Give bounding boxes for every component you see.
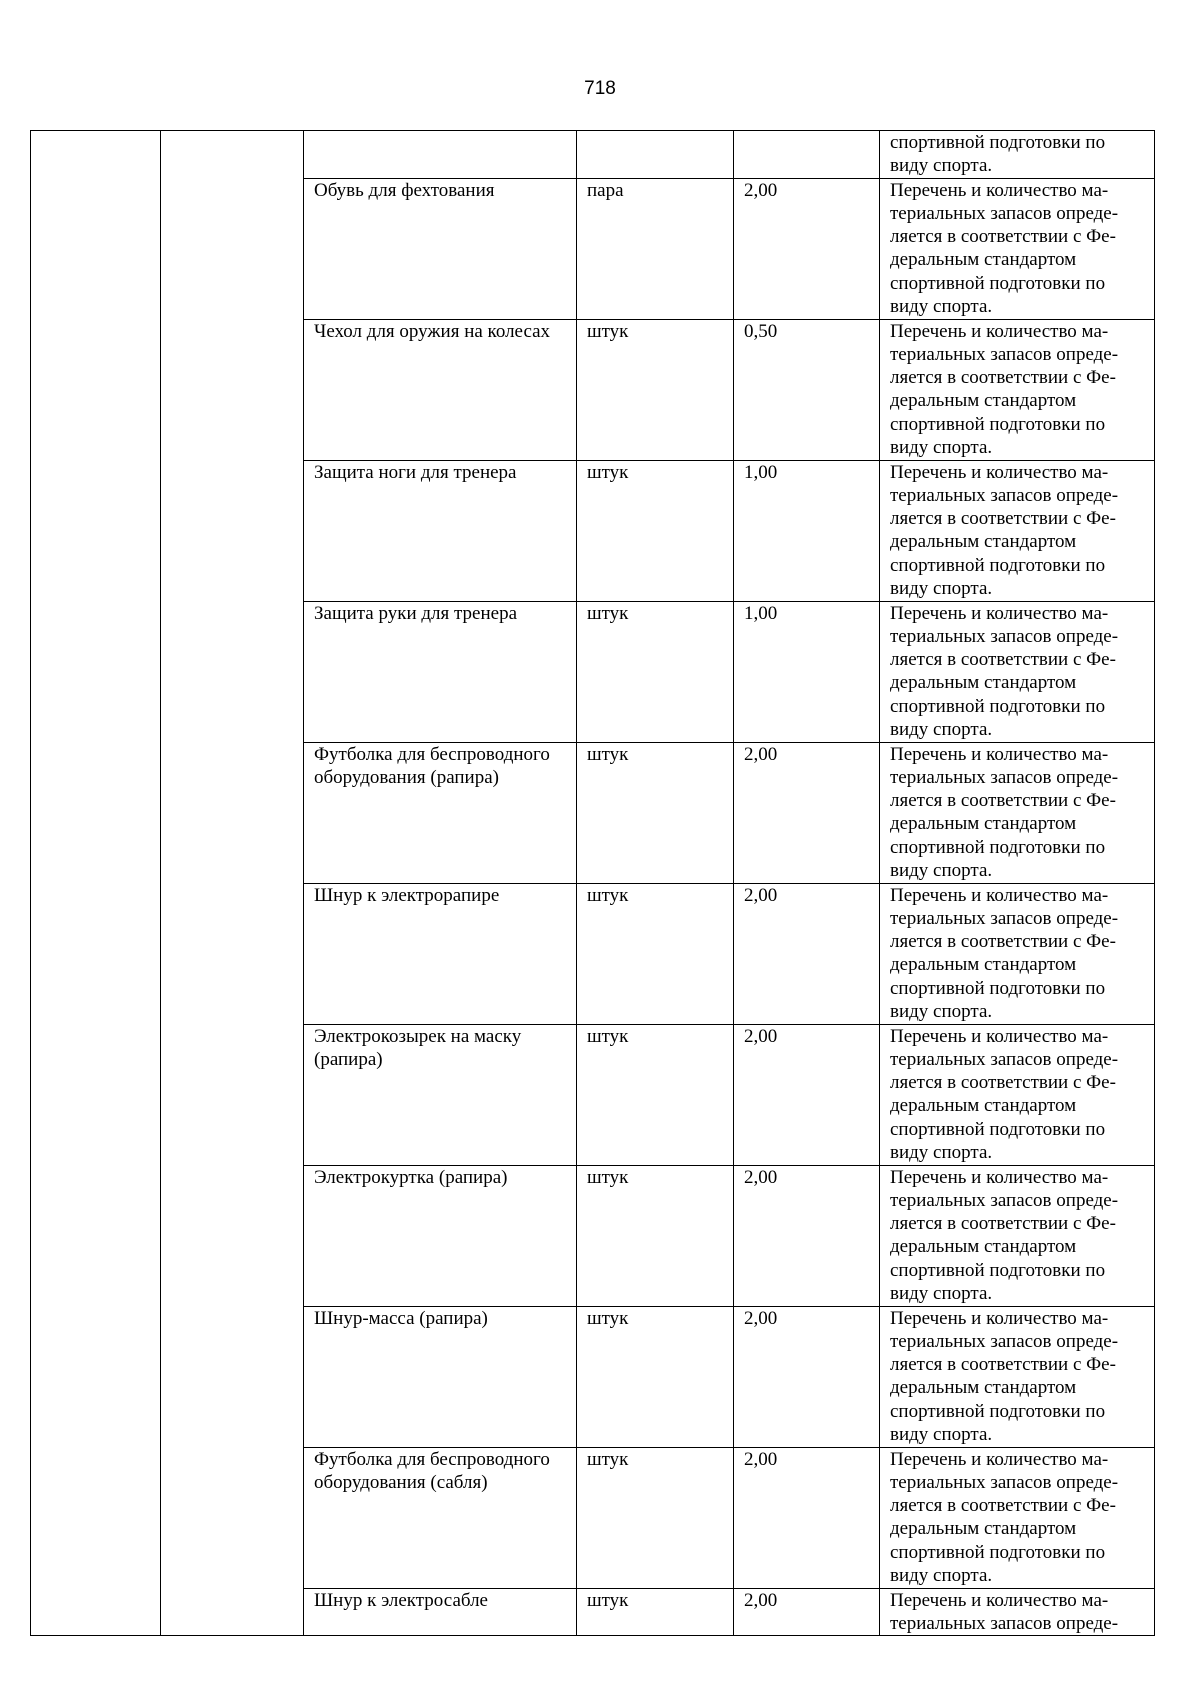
unit-cell	[577, 131, 734, 179]
item-name-cell: Защита руки для тренера	[304, 601, 577, 742]
unit-cell: штук	[577, 460, 734, 601]
note-cell: Перечень и количество ма- териальных запасов опреде- ляется в соответствии с Фе- деральным стандартом спортивной подготовки по виду спорта.	[880, 1447, 1155, 1588]
note-cell: Перечень и количество ма- териальных запасов опреде- ляется в соответствии с Фе- деральным стандартом спортивной подготовки по виду спорта.	[880, 1024, 1155, 1165]
note-cell: Перечень и количество ма- териальных запасов опреде- ляется в соответствии с Фе- деральным стандартом спортивной подготовки по виду спорта.	[880, 883, 1155, 1024]
note-cell: Перечень и количество ма- териальных запасов опреде- ляется в соответствии с Фе- деральным стандартом спортивной подготовки по виду спорта.	[880, 601, 1155, 742]
item-name-cell: Шнур к электросабле	[304, 1588, 577, 1636]
quantity-cell: 2,00	[734, 883, 880, 1024]
item-name-cell: Шнур к электрорапире	[304, 883, 577, 1024]
quantity-cell: 2,00	[734, 1165, 880, 1306]
merged-cell-left	[31, 131, 161, 1636]
quantity-cell: 2,00	[734, 1588, 880, 1636]
quantity-cell: 1,00	[734, 601, 880, 742]
unit-cell: штук	[577, 883, 734, 1024]
unit-cell: штук	[577, 601, 734, 742]
item-name-cell: Обувь для фехтования	[304, 178, 577, 319]
quantity-cell: 0,50	[734, 319, 880, 460]
unit-cell: пара	[577, 178, 734, 319]
page-number: 718	[584, 78, 616, 99]
unit-cell: штук	[577, 319, 734, 460]
note-cell: спортивной подготовки по виду спорта.	[880, 131, 1155, 179]
note-cell: Перечень и количество ма- териальных запасов опреде- ляется в соответствии с Фе- деральным стандартом спортивной подготовки по виду спорта.	[880, 460, 1155, 601]
quantity-cell: 2,00	[734, 178, 880, 319]
quantity-cell: 1,00	[734, 460, 880, 601]
item-name-cell: Футболка для беспроводного оборудования (сабля)	[304, 1447, 577, 1588]
note-cell: Перечень и количество ма- териальных запасов опреде- ляется в соответствии с Фе- деральным стандартом спортивной подготовки по виду спорта.	[880, 178, 1155, 319]
item-name-cell: Электрокозырек на маску (рапира)	[304, 1024, 577, 1165]
note-cell: Перечень и количество ма- териальных запасов опреде- ляется в соответствии с Фе- деральным стандартом спортивной подготовки по виду спорта.	[880, 319, 1155, 460]
item-name-cell: Шнур-масса (рапира)	[304, 1306, 577, 1447]
item-name-cell: Защита ноги для тренера	[304, 460, 577, 601]
quantity-cell: 2,00	[734, 1024, 880, 1165]
quantity-cell: 2,00	[734, 1306, 880, 1447]
merged-cell-middle	[161, 131, 304, 1636]
item-name-cell: Электрокуртка (рапира)	[304, 1165, 577, 1306]
unit-cell: штук	[577, 1447, 734, 1588]
table-row-continuation	[31, 131, 1155, 179]
item-name-cell	[304, 131, 577, 179]
item-name-cell: Футболка для беспроводного оборудования (рапира)	[304, 742, 577, 883]
note-cell: Перечень и количество ма- териальных запасов опреде-	[880, 1588, 1155, 1636]
quantity-cell	[734, 131, 880, 179]
equipment-table	[30, 130, 1155, 1636]
unit-cell: штук	[577, 1306, 734, 1447]
unit-cell: штук	[577, 1588, 734, 1636]
unit-cell: штук	[577, 1165, 734, 1306]
quantity-cell: 2,00	[734, 742, 880, 883]
note-cell: Перечень и количество ма- териальных запасов опреде- ляется в соответствии с Фе- деральным стандартом спортивной подготовки по виду спорта.	[880, 1165, 1155, 1306]
note-cell: Перечень и количество ма- териальных запасов опреде- ляется в соответствии с Фе- деральным стандартом спортивной подготовки по виду спорта.	[880, 1306, 1155, 1447]
quantity-cell: 2,00	[734, 1447, 880, 1588]
note-cell: Перечень и количество ма- териальных запасов опреде- ляется в соответствии с Фе- деральным стандартом спортивной подготовки по виду спорта.	[880, 742, 1155, 883]
item-name-cell: Чехол для оружия на колесах	[304, 319, 577, 460]
unit-cell: штук	[577, 742, 734, 883]
unit-cell: штук	[577, 1024, 734, 1165]
